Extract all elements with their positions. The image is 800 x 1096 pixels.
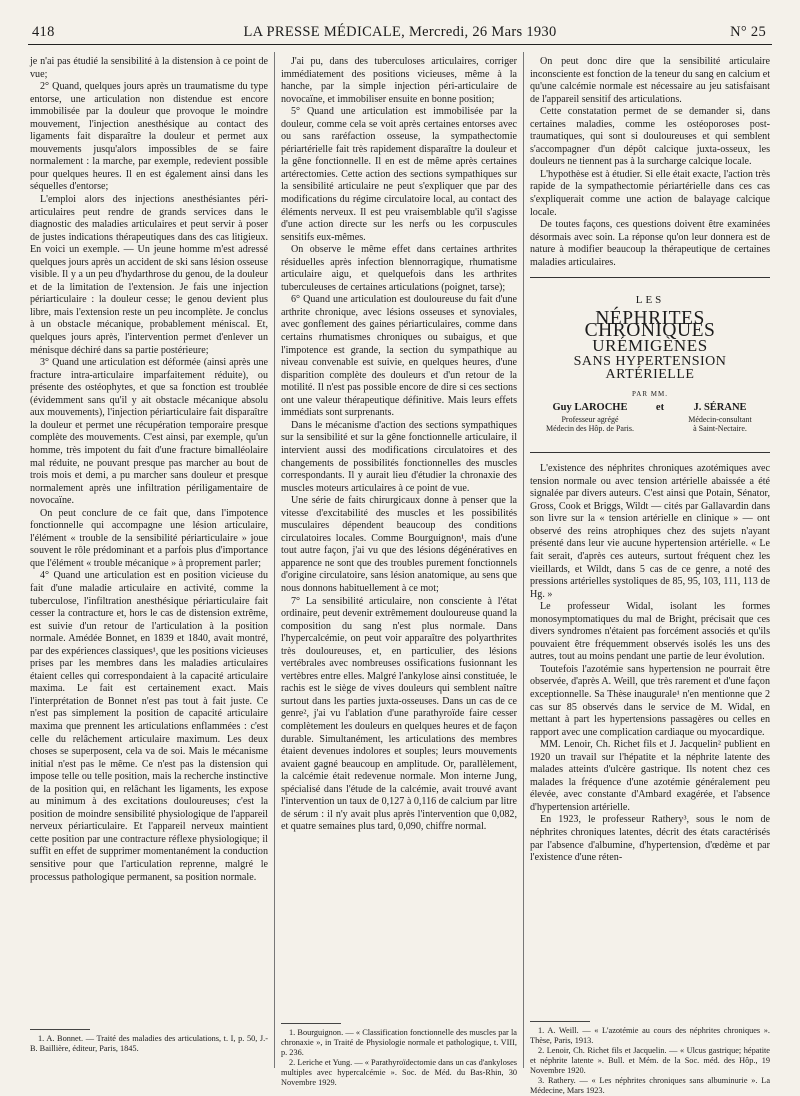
footnote: 2. Lenoir, Ch. Richet fils et Jacquelin. — « Ulcus gastrique; hépatite et néphrite latente ». Bull. et Mém. de la Soc. méd. des Hôp., 19 Novembre 1920. [530, 1046, 770, 1075]
paragraph: je n'ai pas étudié la sensibilité à la distension à ce point de vue; [30, 56, 268, 80]
column-three [530, 56, 770, 865]
paragraph: 6° Quand une articulation est douloureuse du fait d'une arthrite chronique, avec lésions osseuses et synoviales, avec gonflement des gaines périarticulaires, comme dans certains rhumatismes chroniques ou subaigus, et que l'impotence est grande, la section du sympathique au niveau convenable est suivie, en quelques heures, d'une disparition complète des douleurs et d'un retour de la motilité. Il n'est pas possible encore de dire si ces sections ont une valeur thérapeutique définitive. Mais leurs effets immédiats sont surprenants. [281, 294, 517, 419]
issue-number: N° 25 [730, 24, 766, 40]
paragraph: Cette constatation permet de se demander si, dans certaines maladies, comme les ostéoporoses post-traumatiques, qui sont si douloureuses et qui semblent s'accompagner d'un dépôt calcique juxta-osseux, les douleurs ne tiennent pas à la surcharge calcique locale. [530, 106, 770, 168]
paragraph: MM. Lenoir, Ch. Richet fils et J. Jacquelin² publient en 1920 un travail sur l'hépatite et la néphrite latente des malades atteints d'ulcère gastrique. Ils notent chez ces malades la fréquence d'une azotémie généralement peu élevée, avec constante d'Ambard exagérée, et l'absence d'hypertension artérielle. [530, 739, 770, 813]
footnote: 2. Leriche et Yung. — « Parathyroïdectomie dans un cas d'ankyloses multiples avec hypercalcémie ». Soc. de Méd. du Bas-Rhin, 30 Novembre 1929. [281, 1058, 517, 1087]
author-name: Guy LAROCHE [552, 402, 628, 414]
paragraph: Le professeur Widal, isolant les formes monosymptomatiques du mal de Bright, précisait que ces divers syndromes n'étaient pas forcément associés et qu'ils pouvaient être fréquemment observés isolés les uns des autres, tout au moins pendant une partie de leur évolution. [530, 601, 770, 663]
paragraph: 4° Quand une articulation est en position vicieuse du fait d'une maladie articulaire en activité, comme la tuberculose, l'infiltration anesthésique périarticulaire fait cesser la contracture et, hors le cas de distension extrême, est suivie d'un retour de l'articulation à la position normale. Amédée Bonnet, en 1839 et 1840, avait montré, par des expériences classiques¹, que les positions vicieuses prises par les membres dans les maladies articulaires étaient celles qui correspondaient à la capacité articulaire maxima. Le fait est certainement exact. Mais l'interprétation de Bonnet n'est pas tout à fait juste. Ce n'est pas simplement la position de capacité articulaire maxima que prennent les articulations enflammées : c'est celle du relâchement articulaire maximum. Les deux choses se superposent, cela va de soi. Mais le mécanisme initial n'est pas le même. Ce n'est pas la distension qui impose telle ou telle position, mais la recherche instinctive de la position qui, en relâchant les ligaments, les expose au minimum à des excitations douloureuses; c'est la position de moindre sensibilité physiologique de l'appareil nerveux périarticulaire. Et l'appareil nerveux maintient cette position par une contracture réflexe physiologique; il suffit en effet de supprimer momentanément la conduction sensitive pour que l'articulation reprenne, malgré le processus pathologique permanent, sa position normale. [30, 570, 268, 883]
article-byline-prefix: PAR MM. [632, 389, 668, 398]
footnote: 1. A. Weill. — « L'azotémie au cours des néphrites chroniques ». Thèse, Paris, 1913. [530, 1026, 770, 1045]
column-rule-right [523, 52, 524, 1068]
column-one-footnotes [30, 1022, 268, 1054]
author-laroche [530, 402, 650, 434]
article-authors [530, 402, 770, 444]
journal-title: LA PRESSE MÉDICALE, Mercredi, 26 Mars 1930 [243, 24, 557, 40]
author-credential: Médecin des Hôp. de Paris. [546, 424, 634, 434]
paragraph: En 1923, le professeur Rathery³, sous le nom de néphrites chroniques latentes, décrit des états caractérisés par l'absence d'albumine, d'hypertension, d'œdème et par l'existence d'une réten- [530, 814, 770, 864]
page-number: 418 [32, 24, 55, 40]
article-title-line-3: SANS HYPERTENSION ARTÉRIELLE [573, 354, 727, 383]
author-serane [670, 402, 770, 434]
paragraph: L'hypothèse est à étudier. Si elle était exacte, l'action très rapide de la sympathectomie périartérielle dans ces cas s'expliquerait comme une action de balayage calcique locale. [530, 168, 770, 218]
heading-rule [530, 452, 770, 453]
paragraph: L'emploi alors des injections anesthésiantes péri-articulaires peut rendre de grands services dans le diagnostic des maladies articulaires et peut servir à poser de justes indications thérapeutiques dans des cas litigieux. En voici un exemple. — Un jeune homme m'est adressé quelques jours après un accident de ski sans lésion osseuse visible. Il y a un peu d'hydarthrose du genou, de la douleur et de la limitation de l'extension. Je fais une injection périarticulaire : la douleur cesse; le genou devient plus libre, mais l'extension reste un peu incomplète. Je conclus à un obstacle mécanique, probablement méniscal. Et, quelques jours après, l'intervention permet d'enlever un ménisque déchiré dans sa partie postérieure; [30, 194, 268, 356]
paragraph: Toutefois l'azotémie sans hypertension ne pourrait être observée, d'après A. Weill, que très rarement et d'une façon exceptionnelle. Sa Thèse inaugurale¹ n'en mentionne que 2 cas sur 85 observés dans le service de M. Widal, en mettant à part les hypertensions passagères ou celles en rapport avec une complication cardiaque ou myocardique. [530, 663, 770, 738]
footnote: 1. Bourguignon. — « Classification fonctionnelle des muscles par la chronaxie », in Traité de Physiologie normale et pathologique, t. VIII, p. 236. [281, 1028, 517, 1057]
author-conjunction: et [655, 402, 665, 414]
paragraph: On observe le même effet dans certaines arthrites résiduelles après infection blennorragique, rhumatisme articulaire aigu, et quelquefois dans les arthrites tuberculeuses de certaines articulations (poignet, tarse); [281, 244, 517, 293]
article-title: NÉPHRITES CHRONIQUES [584, 307, 716, 342]
column-two [281, 56, 517, 834]
paragraph: 7° La sensibilité articulaire, non consciente à l'état ordinaire, peut devenir extrêmement douloureuse quand la composition du sang n'est plus normale. Dans l'hypercalcémie, on peut voir apparaître des polyarthrites très douloureuses, et, en particulier, des lésions vertébrales avec nombreuses ossifications fusionnant les vertèbres entre elles. Malgré l'ankylose ainsi constituée, le rachis est le siège de vives douleurs qui semblent naître surtout dans les parties juxta-osseuses. Dans un cas de ce genre², j'ai vu l'ablation d'une parathyroïde faire cesser complètement les douleurs en quelques heures et de façon durable. Simultanément, les articulations des membres étaient devenues indolores et souples; leurs mouvements avaient gagné beaucoup en amplitude. Or, parallèlement, la calcémie était redevenue normale. Mon interne Jung, spécialisé dans l'étude de la calcémie, avait trouvé avant l'intervention un taux de 0,127 à 0,116 de calcium par litre de sérum : il n'y avait plus après l'intervention que 0,082, et quatre semaines plus tard, 0,090, chiffre normal. [281, 595, 517, 833]
article-title-line-2: URÉMIGÈNES [592, 335, 708, 355]
page-header [28, 22, 772, 45]
paragraph: Dans le mécanisme d'action des sections sympathiques sur la sensibilité et sur la gêne fonctionnelle articulaire, il intervient aussi des modifications circulatoires et des changements de possibilités fonctionnelles des muscles correspondants. Il y aurait lieu d'étudier la chronaxie des muscles moteurs articulaires à ce point de vue. [281, 419, 517, 494]
paragraph: On peut donc dire que la sensibilité articulaire inconsciente est fonction de la teneur du sang en calcium et qu'une calcémie normale est nécessaire au jeu satisfaisant de l'appareil sensitif des articulations. [530, 56, 770, 105]
article-separator [530, 277, 770, 278]
article-kicker: LES [635, 294, 665, 307]
paragraph: On peut conclure de ce fait que, dans l'impotence fonctionnelle qui accompagne une lésion articulaire, l'élément « trouble de la sensibilité périarticulaire » joue souvent le rôle prédominant et a parfois plus d'importance que l'élément « trouble mécanique » à proprement parler; [30, 507, 268, 569]
column-rule-left [274, 52, 275, 1068]
author-credential: Professeur agrégé [561, 414, 619, 424]
column-one [30, 56, 268, 884]
footnote-rule [30, 1029, 90, 1030]
article-heading [530, 294, 770, 400]
author-name: J. SÉRANE [693, 402, 747, 414]
footnote: 1. A. Bonnet. — Traité des maladies des articulations, t. I, p. 50, J.-B. Baillière, éditeur, Paris, 1845. [30, 1034, 268, 1053]
author-credential: Médecin-consultant [688, 414, 752, 424]
paragraph: De toutes façons, ces questions doivent être examinées désormais avec soin. La réponse qu'on leur donnera est de nature à modifier beaucoup la thérapeutique de certaines maladies articulaires. [530, 219, 770, 268]
column-three-footnotes [530, 1014, 770, 1096]
paragraph: 2° Quand, quelques jours après un traumatisme du type entorse, une articulation non distendue est encore immobilisée par la douleur que provoque le moindre mouvement, l'injection anesthésique au contact des ligaments fait disparaître la douleur et permet aux mouvements jusqu'alors impossibles de se faire normalement : la marche, par exemple, redevient possible pour quelques heures. Il en est également ainsi dans les séquelles d'entorse; [30, 81, 268, 193]
column-two-footnotes [281, 1016, 517, 1088]
author-credential: à Saint-Nectaire. [693, 424, 747, 434]
paragraph: J'ai pu, dans des tuberculoses articulaires, corriger immédiatement des positions vicieuses, même à la hanche, par la simple injection péri-articulaire de novocaïne, et immobiliser ensuite en bonne position; [281, 56, 517, 105]
paragraph: Une série de faits chirurgicaux donne à penser que la vitesse d'excitabilité des muscles et les possibilités musculaires dépendent beaucoup des conditions circulatoires locales. Comme Bourguignon¹, mais d'une tout autre façon, j'ai vu que des lésions dégénératives en apparence ne sont que des troubles purement fonctionnels d'origine circulatoire, sans lésion anatomique, au sens que nous donnons habituellement à ce mot; [281, 495, 517, 594]
paragraph: 3° Quand une articulation est déformée (ainsi après une fracture intra-articulaire imparfaitement réduite), ou présente des ostéophytes, et que sa fonction est troublée (évidemment sans qu'il y ait obstacle mécanique absolu aux mouvements), l'injection périarticulaire fait disparaître la douleur et permet une récupération temporaire presque complète des mouvements. C'est ainsi, par exemple, qu'un homme, très impotent du fait d'une fracture bimalléolaire mal réduite, ne pouvant presque pas marcher au bout de trois mois et demi, a pu marcher sans douleur et presque normalement après une infiltration périligamentaire de novocaïne. [30, 357, 268, 507]
footnote: 3. Rathery. — « Les néphrites chroniques sans albuminurie ». La Médecine, Mars 1923. [530, 1076, 770, 1095]
footnote-rule [281, 1023, 341, 1024]
paragraph: 5° Quand une articulation est immobilisée par la douleur, comme cela se voit après certaines entorses avec ou sans raréfaction osseuse, la sympathectomie périartérielle fait très rapidement disparaître la douleur et la gêne fonctionnelle. Il en est de même après certaines artérectomies. Cette action des sections sympathiques sur la sensibilité articulaire ne peut s'expliquer que par des modifications du régime circulatoire local, au contact des éléments nerveux. Il est peu vraisemblable qu'il s'agisse d'une action directe sur les nerfs ou les corpuscules sensitifs eux-mêmes. [281, 106, 517, 243]
paragraph: L'existence des néphrites chroniques azotémiques avec tension normale ou avec tension artérielle abaissée a été signalée par divers auteurs. C'est ainsi que Potain, Sénator, Gross, Cook et Briggs, Wildt — cités par Gallavardin dans son livre sur la « tension artérielle en clinique » — ont observé des reins atrophiques chez des sujets n'ayant présenté dans leur vie aucune hypertension artérielle. « Le fait serait, d'après ces auteurs, surtout fréquent chez les vieillards, et Wildt, dans 5 cas de ce genre, a noté des pressions artérielles systoliques de 85, 95, 103, 111, 113 de Hg. » [530, 463, 770, 600]
footnote-rule [530, 1021, 590, 1022]
